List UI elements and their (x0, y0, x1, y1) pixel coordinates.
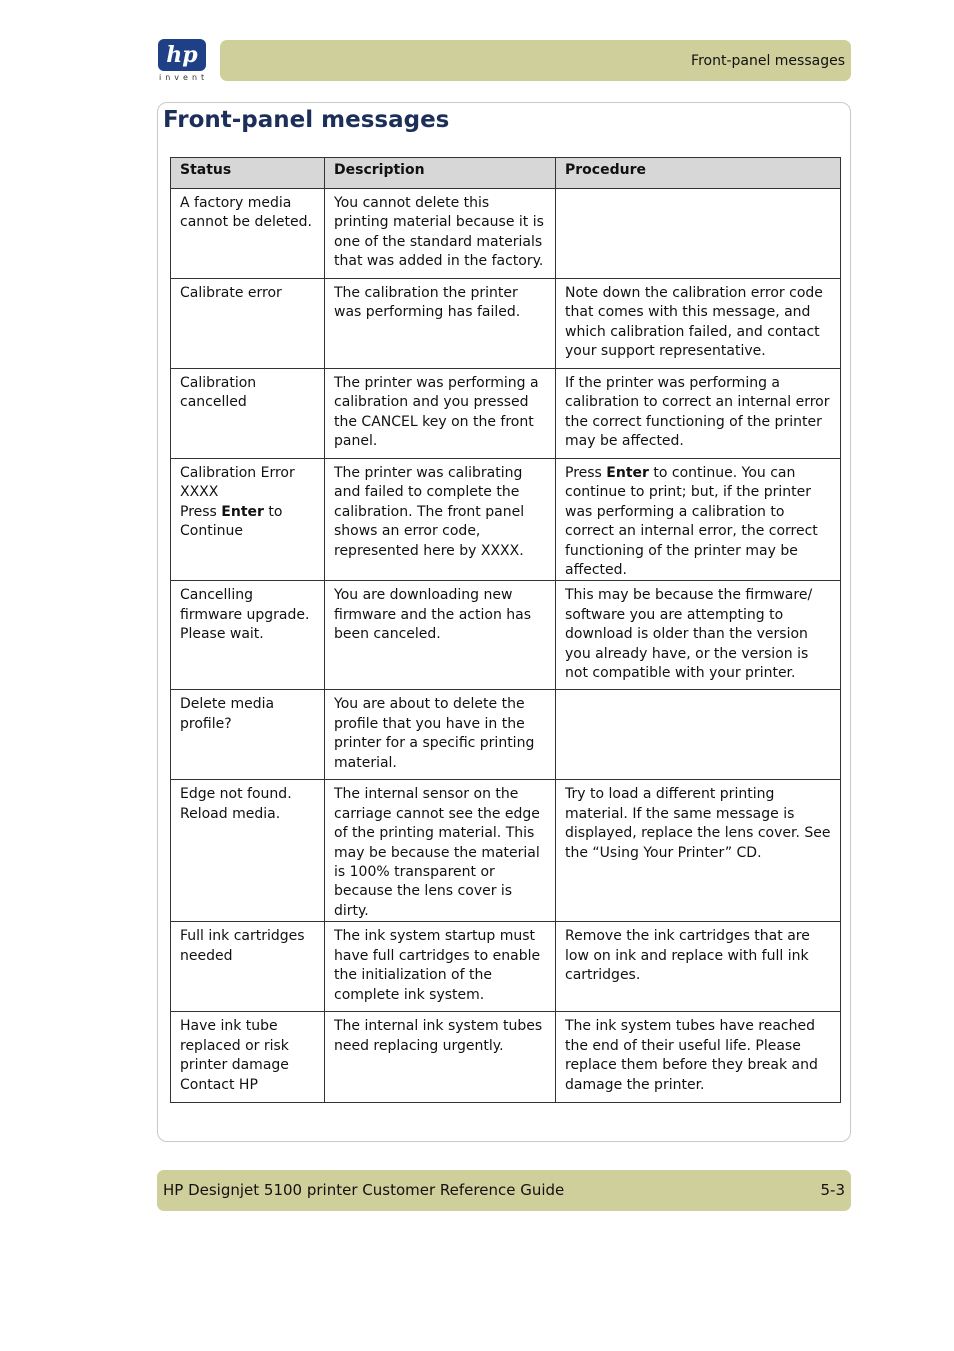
footer-bar (157, 1170, 851, 1211)
header-section-title: Front-panel messages (691, 53, 845, 69)
hp-logo-tagline: invent (159, 73, 209, 82)
description-cell: The ink system startup must have full cartridges to enable the initialization of the complete ink system. (325, 922, 556, 1012)
table-row (171, 189, 841, 279)
procedure-cell (556, 279, 841, 369)
status-cell (171, 922, 325, 1012)
hp-logo-mark: hp (158, 39, 206, 71)
table-row (171, 780, 841, 922)
bold-key-text: Enter (221, 503, 264, 520)
procedure-cell (556, 369, 841, 459)
description-cell: The calibration the printer was performing has failed. (325, 279, 556, 369)
description-cell: The internal sensor on the carriage cannot see the edge of the printing material. This may be because the material is 100% transparent or because the lens cover is dirty. (325, 780, 556, 922)
status-line: Delete media profile? (180, 696, 275, 732)
description-cell: You cannot delete this printing material because it is one of the standard materials that was added in the factory. (325, 189, 556, 279)
text-run: Press (180, 503, 222, 520)
table-row (171, 1012, 841, 1103)
text-run: Try to load a different printing material. If the same message is displayed, replace the lens cover. See the “Using Your Printer” CD. (565, 786, 831, 861)
status-line: Full ink cartridges needed (180, 928, 305, 964)
table-body (171, 189, 841, 1103)
procedure-cell (556, 459, 841, 581)
column-header-procedure: Procedure (556, 158, 841, 189)
text-run: The ink system tubes have reached the end of their useful life. Please replace them before they break and damage the printer. (565, 1018, 818, 1093)
description-cell: The printer was performing a calibration and you pressed the CANCEL key on the front panel. (325, 369, 556, 459)
table-row (171, 369, 841, 459)
column-header-description: Description (325, 158, 556, 189)
text-run: Note down the calibration error code that comes with this message, and which calibration failed, and contact your support representative. (565, 285, 823, 360)
column-header-status: Status (171, 158, 325, 189)
table-row (171, 922, 841, 1012)
status-cell (171, 780, 325, 922)
status-line: Edge not found. Reload media. (180, 786, 292, 822)
status-cell (171, 369, 325, 459)
page-title: Front-panel messages (163, 107, 450, 133)
text-run: If the printer was performing a calibration to correct an internal error the correct functioning of the printer may be affected. (565, 375, 830, 450)
status-line: A factory media cannot be deleted. (180, 195, 312, 231)
table-row (171, 459, 841, 581)
procedure-cell (556, 690, 841, 780)
procedure-cell (556, 922, 841, 1012)
procedure-cell (556, 189, 841, 279)
status-cell (171, 459, 325, 581)
hp-logo (157, 39, 209, 85)
description-cell: You are about to delete the profile that you have in the printer for a specific printing material. (325, 690, 556, 780)
text-run: This may be because the firmware/ software you are attempting to download is older than the version you already have, or the version is not compatible with your printer. (565, 587, 813, 682)
description-cell: The printer was calibrating and failed to complete the calibration. The front panel shows an error code, represented here by XXXX. (325, 459, 556, 581)
page-number: 5-3 (820, 1181, 845, 1199)
status-cell (171, 279, 325, 369)
procedure-cell (556, 581, 841, 690)
status-line: Calibrate error (180, 285, 282, 301)
status-cell (171, 581, 325, 690)
table-row (171, 581, 841, 690)
status-line: Cancelling firmware upgrade. Please wait. (180, 587, 310, 643)
description-cell: You are downloading new firmware and the action has been canceled. (325, 581, 556, 690)
status-line: Have ink tube replaced or risk printer damage Contact HP (180, 1018, 289, 1093)
status-line: Calibration Error XXXX (180, 465, 295, 501)
text-run: Press (565, 465, 607, 481)
footer-title: HP Designjet 5100 printer Customer Reference Guide (163, 1181, 565, 1199)
text-run: to continue. You can continue to print; but, if the printer was performing a calibration to correct an internal error, the correct functioning of the printer may be affected. (565, 465, 818, 579)
bold-key-text: Enter (606, 465, 649, 481)
text-run: Remove the ink cartridges that are low on ink and replace with full ink cartridges. (565, 928, 810, 984)
status-cell (171, 189, 325, 279)
table-header-row (171, 158, 841, 189)
table-row (171, 279, 841, 369)
status-cell (171, 1012, 325, 1103)
procedure-cell (556, 780, 841, 922)
description-cell: The internal ink system tubes need replacing urgently. (325, 1012, 556, 1103)
status-line: Calibration cancelled (180, 375, 257, 411)
status-line (180, 503, 316, 542)
status-cell (171, 690, 325, 780)
header-bar (220, 40, 851, 81)
text-run: to Continue (180, 503, 283, 540)
messages-table (170, 157, 841, 1103)
procedure-cell (556, 1012, 841, 1103)
table-row (171, 690, 841, 780)
